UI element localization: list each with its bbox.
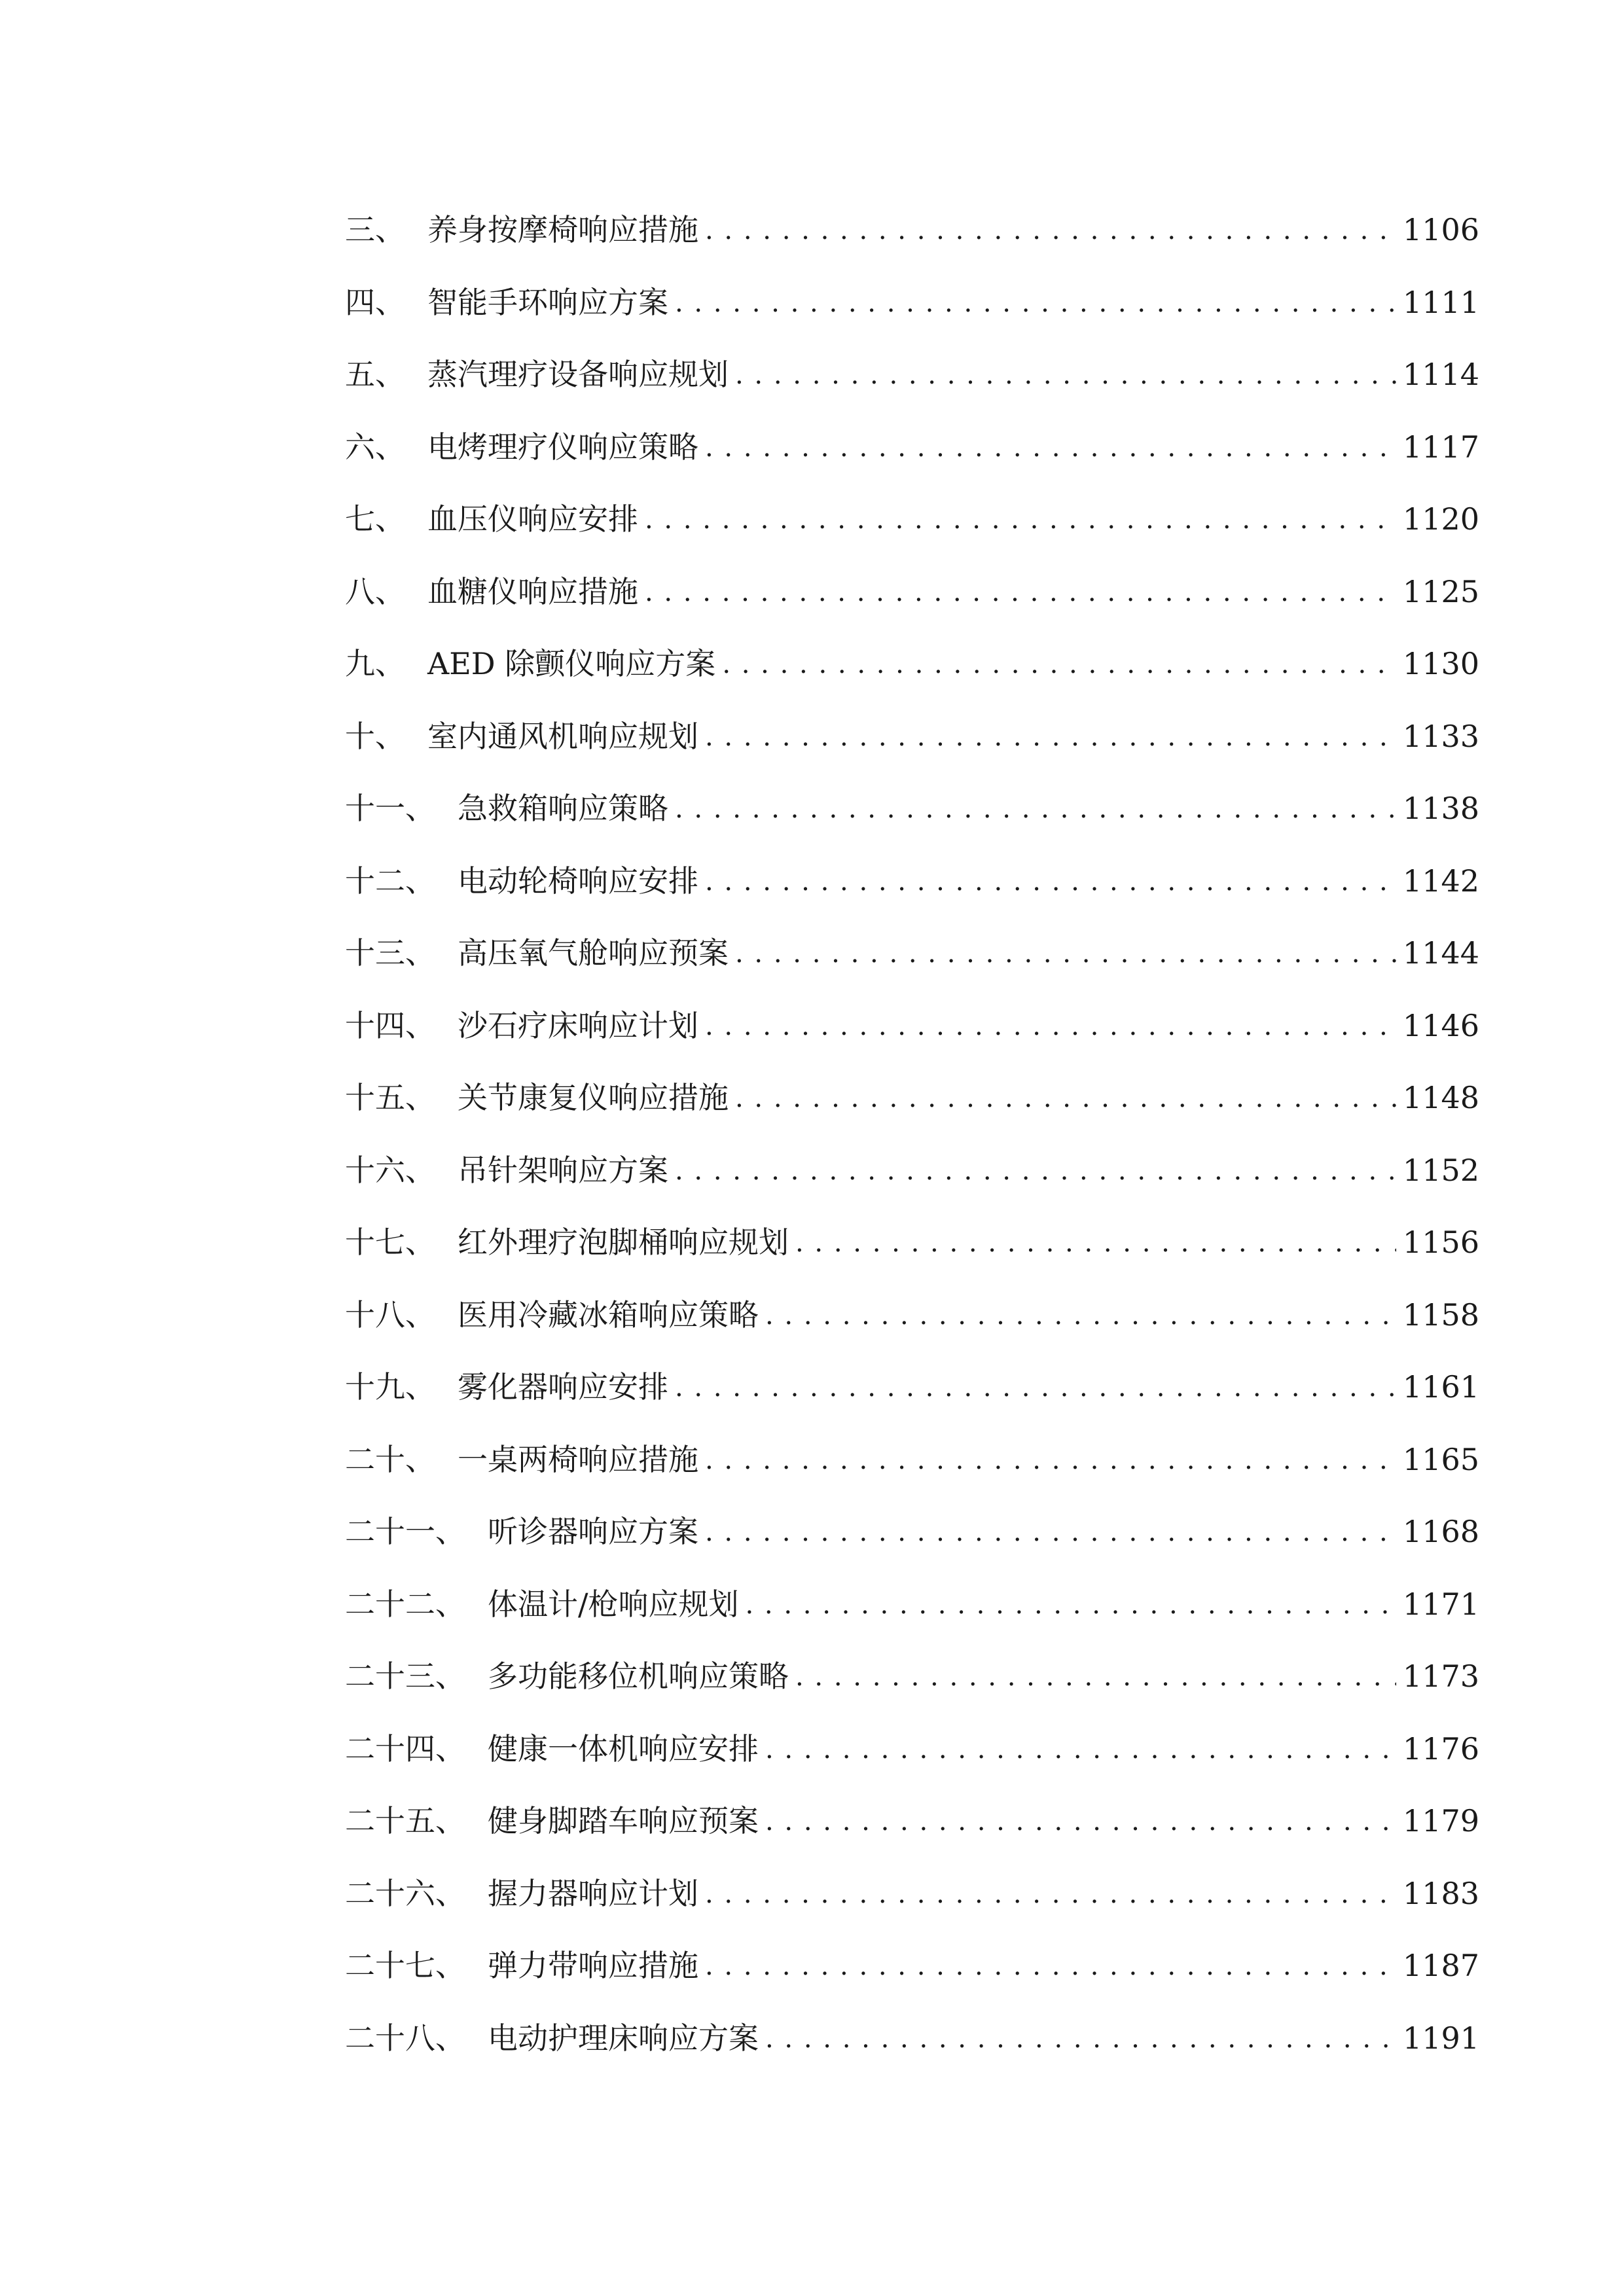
toc-entry-page-number: 1146 (1402, 1007, 1479, 1043)
toc-entry-title: AED 除颤仪响应方案 (427, 646, 716, 682)
toc-dot-leader (746, 1589, 1396, 1619)
toc-entry-title: 高压氧气舱响应预案 (458, 935, 729, 971)
toc-entry-number: 十九、 (345, 1369, 435, 1405)
toc-dot-leader (705, 432, 1396, 462)
toc-entry[interactable] (345, 483, 1479, 556)
toc-entry-number: 二十、 (345, 1441, 435, 1477)
toc-entry-number: 六、 (345, 429, 405, 465)
toc-entry[interactable] (345, 1496, 1479, 1568)
toc-entry[interactable] (345, 1134, 1479, 1207)
toc-dot-leader (705, 1950, 1396, 1981)
toc-entry-title: 智能手环响应方案 (427, 284, 668, 320)
toc-entry[interactable] (345, 845, 1479, 918)
toc-entry[interactable] (345, 772, 1479, 845)
toc-entry-page-number: 1117 (1402, 429, 1479, 465)
toc-entry-page-number: 1156 (1402, 1225, 1479, 1261)
toc-dot-leader (675, 287, 1396, 317)
toc-entry-number: 十五、 (345, 1080, 435, 1116)
toc-entry-title: 血糖仪响应措施 (427, 573, 638, 609)
toc-entry-title: 蒸汽理疗设备响应规划 (427, 357, 729, 393)
toc-entry[interactable] (345, 1351, 1479, 1424)
toc-entry[interactable] (345, 266, 1479, 339)
toc-entry-page-number: 1187 (1402, 1948, 1479, 1984)
toc-dot-leader (675, 1155, 1396, 1185)
toc-entry-title: 急救箱响应策略 (458, 791, 668, 827)
toc-entry-number: 十三、 (345, 935, 435, 971)
toc-entry-number: 二十三、 (345, 1659, 465, 1695)
toc-entry-title: 电烤理疗仪响应策略 (427, 429, 698, 465)
toc-entry-page-number: 1114 (1402, 357, 1479, 393)
toc-entry-number: 二十四、 (345, 1731, 465, 1767)
toc-entry-page-number: 1148 (1402, 1080, 1479, 1116)
toc-entry-page-number: 1179 (1402, 1803, 1479, 1839)
toc-entry-page-number: 1161 (1402, 1369, 1479, 1405)
toc-dot-leader (795, 1661, 1396, 1691)
toc-dot-leader (765, 1806, 1396, 1836)
toc-entry-number: 十六、 (345, 1152, 435, 1188)
toc-dot-leader (705, 866, 1396, 896)
toc-entry-page-number: 1125 (1402, 573, 1479, 609)
toc-entry[interactable] (345, 1640, 1479, 1713)
toc-entry[interactable] (345, 1062, 1479, 1134)
toc-dot-leader (705, 1516, 1396, 1547)
toc-dot-leader (705, 721, 1396, 751)
toc-entry[interactable] (345, 1279, 1479, 1352)
toc-entry-number: 二十五、 (345, 1803, 465, 1839)
toc-entry[interactable] (345, 1929, 1479, 2002)
toc-entry-title: 健身脚踏车响应预案 (488, 1803, 759, 1839)
toc-entry-title: 握力器响应计划 (488, 1875, 698, 1911)
toc-entry[interactable] (345, 990, 1479, 1062)
toc-entry[interactable] (345, 1206, 1479, 1279)
toc-entry-number: 三、 (345, 212, 405, 248)
toc-entry-number: 十七、 (345, 1225, 435, 1261)
toc-entry-title: 体温计/枪响应规划 (488, 1586, 739, 1622)
toc-entry[interactable] (345, 1424, 1479, 1496)
toc-entry[interactable] (345, 1785, 1479, 1857)
toc-entry-page-number: 1106 (1402, 212, 1479, 248)
toc-entry[interactable] (345, 1568, 1479, 1641)
toc-entry-title: 雾化器响应安排 (458, 1369, 668, 1405)
toc-dot-leader (705, 215, 1396, 245)
toc-entry[interactable] (345, 1713, 1479, 1785)
toc-entry-page-number: 1191 (1402, 2020, 1479, 2056)
toc-entry-title: 多功能移位机响应策略 (488, 1659, 789, 1695)
toc-entry[interactable] (345, 556, 1479, 628)
toc-entry-number: 十四、 (345, 1007, 435, 1043)
toc-entry[interactable] (345, 338, 1479, 411)
toc-entry-number: 十、 (345, 718, 405, 754)
toc-entry-page-number: 1173 (1402, 1659, 1479, 1695)
toc-entry-title: 红外理疗泡脚桶响应规划 (458, 1225, 789, 1261)
toc-entry-number: 八、 (345, 573, 405, 609)
toc-entry-title: 医用冷藏冰箱响应策略 (458, 1297, 759, 1333)
toc-entry[interactable] (345, 700, 1479, 773)
table-of-contents (345, 194, 1479, 2074)
toc-dot-leader (705, 1011, 1396, 1041)
toc-entry-page-number: 1120 (1402, 501, 1479, 537)
toc-dot-leader (645, 504, 1396, 534)
toc-entry-number: 十一、 (345, 791, 435, 827)
toc-entry-page-number: 1152 (1402, 1152, 1479, 1188)
toc-dot-leader (735, 938, 1396, 968)
toc-dot-leader (735, 1083, 1396, 1113)
toc-entry[interactable] (345, 1857, 1479, 1930)
toc-entry[interactable] (345, 917, 1479, 990)
toc-entry-number: 二十七、 (345, 1948, 465, 1984)
toc-entry-number: 二十二、 (345, 1586, 465, 1622)
toc-entry-page-number: 1130 (1402, 646, 1479, 682)
toc-entry-page-number: 1158 (1402, 1297, 1479, 1333)
toc-entry-number: 五、 (345, 357, 405, 393)
toc-entry[interactable] (345, 628, 1479, 700)
toc-dot-leader (765, 1300, 1396, 1330)
toc-dot-leader (705, 1878, 1396, 1909)
toc-entry-number: 二十一、 (345, 1514, 465, 1550)
toc-entry-title: 血压仪响应安排 (427, 501, 638, 537)
toc-entry-number: 二十六、 (345, 1875, 465, 1911)
toc-entry-title: 沙石疗床响应计划 (458, 1007, 698, 1043)
toc-entry-number: 四、 (345, 284, 405, 320)
toc-dot-leader (645, 577, 1396, 607)
toc-entry-page-number: 1165 (1402, 1441, 1479, 1477)
toc-entry-title: 室内通风机响应规划 (427, 718, 698, 754)
toc-dot-leader (675, 1372, 1396, 1402)
toc-entry[interactable] (345, 2002, 1479, 2075)
toc-dot-leader (735, 359, 1396, 389)
toc-dot-leader (795, 1227, 1396, 1257)
toc-entry-title: 养身按摩椅响应措施 (427, 212, 698, 248)
toc-entry-number: 十二、 (345, 863, 435, 899)
toc-entry-title: 关节康复仪响应措施 (458, 1080, 729, 1116)
toc-entry-title: 一桌两椅响应措施 (458, 1441, 698, 1477)
toc-dot-leader (765, 2023, 1396, 2053)
toc-entry-title: 电动轮椅响应安排 (458, 863, 698, 899)
toc-entry-title: 吊针架响应方案 (458, 1152, 668, 1188)
toc-entry-title: 弹力带响应措施 (488, 1948, 698, 1984)
toc-entry-title: 电动护理床响应方案 (488, 2020, 759, 2056)
toc-entry-page-number: 1171 (1402, 1586, 1479, 1622)
toc-entry-page-number: 1111 (1402, 284, 1479, 320)
toc-entry[interactable] (345, 194, 1479, 266)
toc-dot-leader (722, 649, 1396, 679)
toc-entry-number: 九、 (345, 646, 405, 682)
toc-entry-page-number: 1168 (1402, 1514, 1479, 1550)
toc-dot-leader (675, 793, 1396, 823)
toc-entry-page-number: 1133 (1402, 718, 1479, 754)
toc-entry-number: 二十八、 (345, 2020, 465, 2056)
toc-entry-title: 健康一体机响应安排 (488, 1731, 759, 1767)
toc-entry-number: 十八、 (345, 1297, 435, 1333)
toc-entry[interactable] (345, 411, 1479, 484)
toc-dot-leader (705, 1444, 1396, 1475)
toc-entry-title: 听诊器响应方案 (488, 1514, 698, 1550)
toc-entry-page-number: 1183 (1402, 1875, 1479, 1911)
toc-entry-page-number: 1138 (1402, 791, 1479, 827)
toc-entry-page-number: 1142 (1402, 863, 1479, 899)
toc-dot-leader (765, 1734, 1396, 1764)
toc-entry-page-number: 1176 (1402, 1731, 1479, 1767)
toc-entry-number: 七、 (345, 501, 405, 537)
toc-entry-page-number: 1144 (1402, 935, 1479, 971)
